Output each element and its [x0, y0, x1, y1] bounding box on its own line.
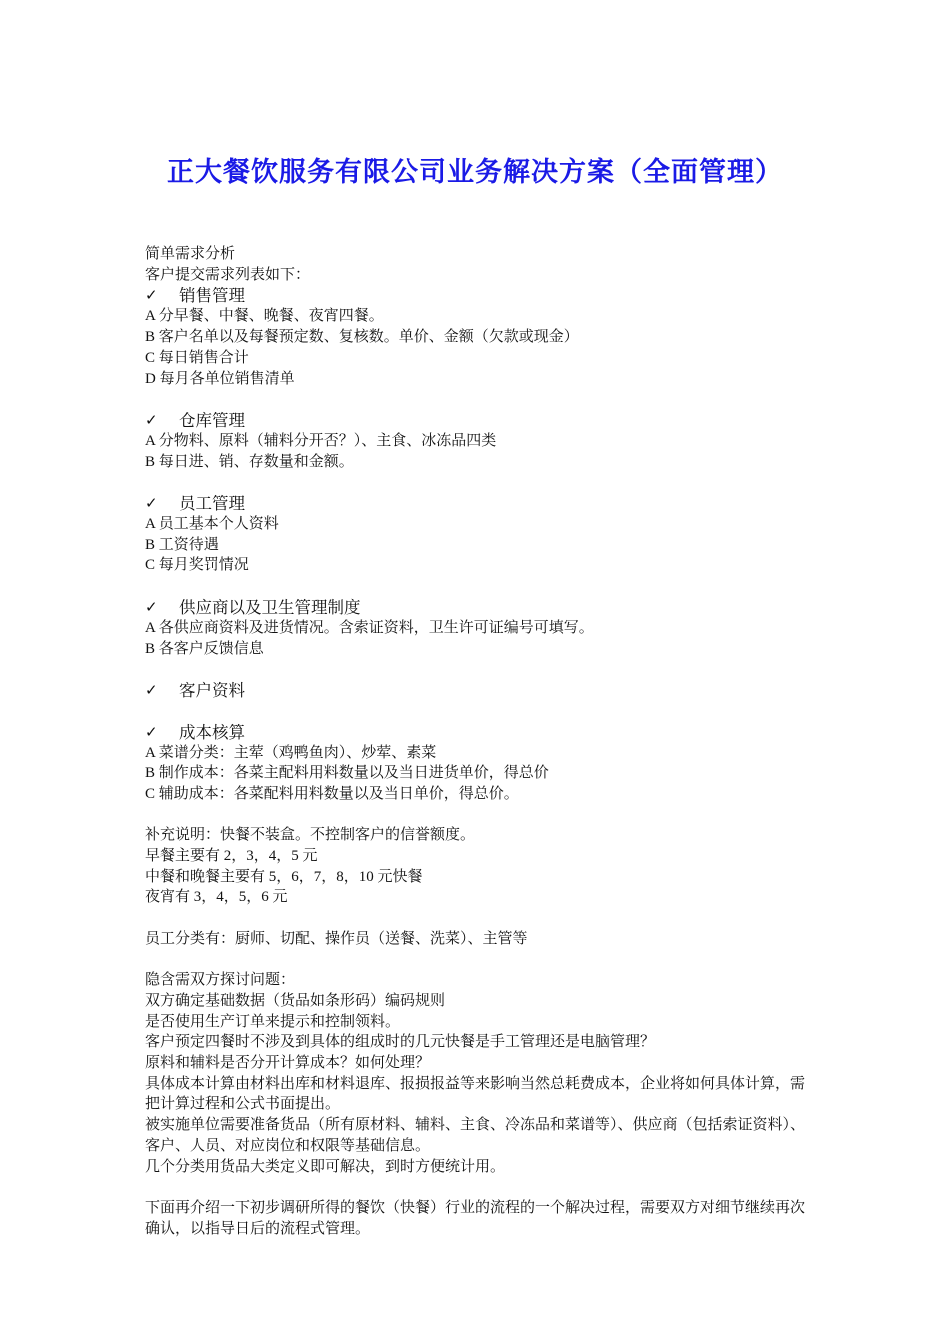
- checkmark-icon: ✓: [145, 597, 158, 616]
- section-heading-label: 销售管理: [179, 286, 245, 306]
- supplement-line: 夜宵有 3，4，5，6 元: [145, 889, 288, 906]
- section-heading-staff: [145, 493, 810, 514]
- list-item: A 分物料、原料（辅料分开否？）、主食、冰冻品四类: [145, 432, 497, 449]
- intro-line: 简单需求分析: [145, 246, 236, 262]
- issues-heading: 隐含需双方探讨问题：: [145, 972, 296, 989]
- checkmark-icon: ✓: [145, 680, 158, 699]
- checkmark-icon: ✓: [145, 722, 158, 741]
- issue-item: 是否使用生产订单来提示和控制领料。: [145, 1013, 401, 1030]
- section-heading-label: 仓库管理: [179, 410, 245, 430]
- list-item: C 辅助成本：各菜配料用料数量以及当日单价，得总价。: [145, 785, 519, 802]
- checkmark-icon: ✓: [145, 286, 158, 305]
- section-heading-costing: [145, 722, 810, 743]
- list-item: A 各供应商资料及进货情况。含索证资料，卫生许可证编号可填写。: [145, 619, 594, 636]
- section-heading-label: 员工管理: [179, 494, 245, 513]
- supplement-line: 早餐主要有 2，3，4，5 元: [145, 848, 318, 865]
- issue-item: 几个分类用货品大类定义即可解决，到时方便统计用。: [145, 1158, 506, 1175]
- issue-item: 双方确定基础数据（货品如条形码）编码规则: [145, 992, 446, 1009]
- list-item: A 员工基本个人资料: [145, 516, 279, 532]
- section-heading-label: 成本核算: [179, 722, 245, 742]
- closing-paragraph: 下面再介绍一下初步调研所得的餐饮（快餐）行业的流程的一个解决过程，需要双方对细节继续再次确认，以指导日后的流程式管理。: [145, 1199, 806, 1237]
- staff-categories: 员工分类有：厨师、切配、操作员（送餐、洗菜）、主管等: [145, 930, 528, 947]
- document-body: [145, 244, 810, 1239]
- checkmark-icon: ✓: [145, 494, 158, 512]
- intro-line: 客户提交需求列表如下：: [145, 266, 311, 283]
- issue-item: 具体成本计算由材料出库和材料退库、报损报益等来影响当然总耗费成本，企业将如何具体计算，需把计算过程和公式书面提出。: [145, 1075, 806, 1113]
- section-heading-customers: [145, 680, 810, 701]
- list-item: B 工资待遇: [145, 536, 219, 553]
- issue-item: 被实施单位需要准备货品（所有原材料、辅料、主食、冷冻品和菜谱等）、供应商（包括索证资料）、客户、人员、对应岗位和权限等基础信息。: [145, 1117, 806, 1154]
- issue-item: 原料和辅料是否分开计算成本？如何处理？: [145, 1055, 431, 1072]
- section-heading-label: 客户资料: [179, 680, 245, 700]
- section-heading-sales: [145, 285, 810, 306]
- list-item: B 各客户反馈信息: [145, 640, 264, 657]
- list-item: A 菜谱分类：主荤（鸡鸭鱼肉）、炒荤、素菜: [145, 744, 437, 761]
- supplement-line: 中餐和晚餐主要有 5，6，7，8，10 元快餐: [145, 868, 423, 885]
- checkmark-icon: ✓: [145, 410, 158, 429]
- issue-item: 客户预定四餐时不涉及到具体的组成时的几元快餐是手工管理还是电脑管理？: [145, 1034, 656, 1051]
- list-item: B 客户名单以及每餐预定数、复核数。单价、金额（欠款或现金）: [145, 329, 579, 346]
- section-heading-warehouse: [145, 410, 810, 431]
- supplement-line: 补充说明：快餐不装盒。不控制客户的信誉额度。: [145, 827, 476, 844]
- section-heading-suppliers: [145, 597, 810, 618]
- document-title: 正大餐饮服务有限公司业务解决方案（全面管理）: [167, 157, 783, 188]
- list-item: D 每月各单位销售清单: [145, 370, 295, 387]
- list-item: C 每月奖罚情况: [145, 557, 249, 574]
- list-item: B 每日进、销、存数量和金额。: [145, 453, 354, 470]
- list-item: C 每日销售合计: [145, 349, 249, 366]
- list-item: B 制作成本：各菜主配料用料数量以及当日进货单价，得总价: [145, 765, 549, 782]
- section-heading-label: 供应商以及卫生管理制度: [179, 597, 361, 617]
- list-item: A 分早餐、中餐、晚餐、夜宵四餐。: [145, 308, 384, 325]
